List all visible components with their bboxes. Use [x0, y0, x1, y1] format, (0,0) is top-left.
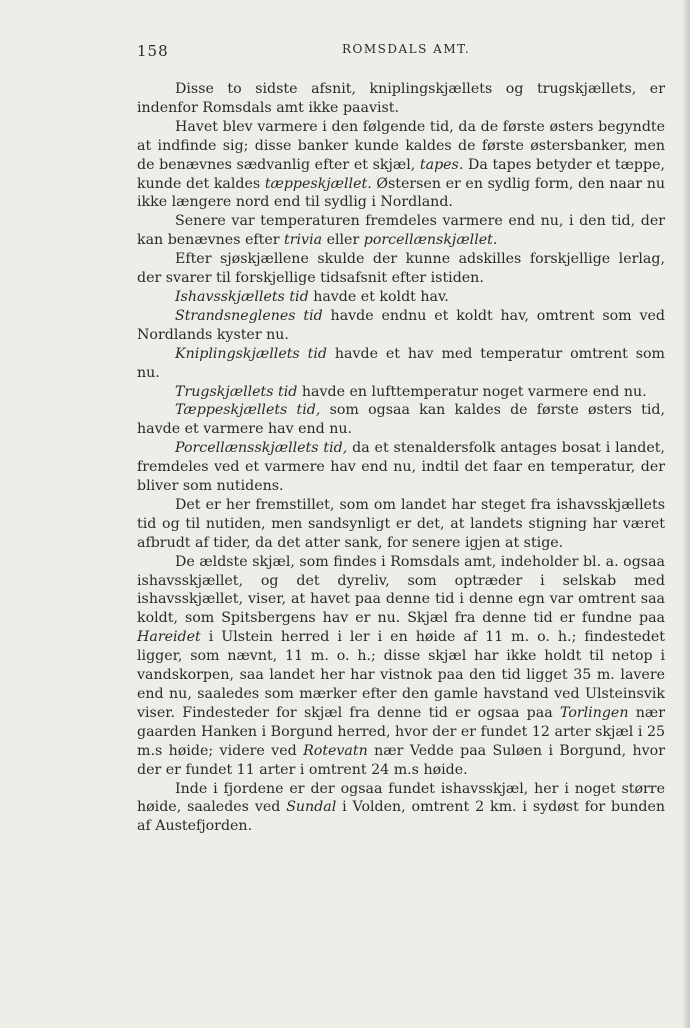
text-run: De ældste skjæl, som findes i Romsdals amt, indeholder bl. a. ogsaa ishavsskjællet, og det dyreliv, som optræder i selskab med ishavsskjællet, viser, at havet paa denne tid i denne egn var omtrent saa koldt, som Spitsbergens hav er nu. Skjæl fra denne tid er fundne paa [137, 553, 665, 627]
page-edge [682, 0, 690, 1028]
text-run: havde en lufttemperatur noget varmere end nu. [297, 383, 647, 400]
text-run: nær gaarden Hanken i Borgund herred, hvor der er fundet 12 arter skjæl i 25 m.s høide; videre ved [137, 704, 665, 759]
page-number: 158 [137, 42, 169, 60]
text-run: havde endnu et koldt hav, omtrent som ved Nordlands kyster nu. [137, 307, 665, 343]
paragraph [137, 288, 665, 307]
italic-term: Kniplingskjællets tid [175, 345, 327, 362]
italic-term: Ishavsskjællets tid [175, 288, 309, 305]
text-run: Efter sjøskjællene skulde der kunne adskilles forskjellige lerlag, der svarer til forskjellige tidsafsnit efter istiden. [137, 251, 665, 287]
paragraph [137, 553, 665, 780]
text-run: da et stenaldersfolk antages bosat i landet, fremdeles ved et varmere hav end nu, indtil det faar en temperatur, der bliver som nutidens. [137, 440, 665, 495]
italic-term: Tæppeskjællets tid, [175, 402, 321, 419]
text-run: nær Vedde paa Suløen i Borgund, hvor der er fundet 11 arter i omtrent 24 m.s høide. [137, 742, 665, 778]
italic-term: Torlingen [559, 704, 629, 721]
text-run: i Volden, omtrent 2 km. i sydøst for bunden af Austefjorden. [137, 799, 665, 835]
italic-term: Rotevatn [303, 742, 368, 759]
italic-term: tapes. [419, 156, 464, 173]
text-run: Da tapes betyder et tæppe, kunde det kaldes [137, 156, 665, 192]
text-run: Senere var temperaturen fremdeles varmere end nu, i den tid, der kan benævnes efter [137, 213, 665, 249]
text-run: havde et koldt hav. [308, 288, 449, 305]
italic-term: porcellænskjællet. [363, 232, 498, 249]
paragraph [137, 401, 665, 439]
paragraph [137, 383, 665, 402]
text-run: eller [322, 232, 364, 249]
text-run: Det er her fremstillet, som om landet har steget fra ishavsskjællets tid og til nutiden, men sandsynligt er det, at landets stigning har været afbrudt af tider, da det atter sank, for senere igjen at stige. [137, 496, 665, 551]
paragraph [137, 439, 665, 496]
text-run: Inde i fjordene er der ogsaa fundet ishavsskjæl, her i noget større høide, saaledes ved [137, 780, 665, 816]
italic-term: Sundal [286, 799, 337, 816]
paragraph [137, 780, 665, 837]
paragraph [137, 496, 665, 553]
paragraph [137, 307, 665, 345]
italic-term: Hareidet [137, 629, 201, 646]
paragraph [137, 345, 665, 383]
paragraph [137, 250, 665, 288]
paragraph [137, 80, 665, 118]
italic-term: Trugskjællets tid [175, 383, 298, 400]
page-header [137, 42, 667, 64]
italic-term: trivia [284, 232, 323, 249]
body-text [137, 80, 665, 836]
italic-term: Porcellænsskjællets tid, [175, 440, 348, 457]
text-run: Disse to sidste afsnit, kniplingskjællets og trugskjællets, er indenfor Romsdals amt ikke paavist. [137, 81, 665, 116]
text-run: Østersen er en sydlig form, den naar nu ikke længere nord end til sydlig i Nordland. [137, 175, 665, 211]
text-run: i Ulstein herred i ler i en høide af 11 m. o. h.; findestedet ligger, som nævnt, 11 m. o. h.; disse skjæl har ikke holdt til netop i vandskorpen, saa landet her har vistnok paa den tid ligget 35 m. lavere end nu, saaledes som mærker efter den gamle havstand ved Ulsteinsvik viser. Findesteder for skjæl fra denne tid er ogsaa paa [137, 629, 665, 721]
italic-term: Strandsneglenes tid [175, 307, 323, 324]
paragraph [137, 212, 665, 250]
italic-term: tæppeskjællet. [264, 175, 372, 192]
paragraph [137, 118, 665, 213]
running-title: ROMSDALS AMT. [342, 42, 471, 56]
text-run: som ogsaa kan kaldes de første østers tid, havde et varmere hav end nu. [137, 402, 665, 438]
text-run: Havet blev varmere i den følgende tid, da de første østers begyndte at indfinde sig; disse banker kunde kaldes de første østersbanker, men de benævnes sædvanlig efter et skjæl, [137, 118, 665, 173]
text-run: havde et hav med temperatur omtrent som nu. [137, 345, 666, 381]
